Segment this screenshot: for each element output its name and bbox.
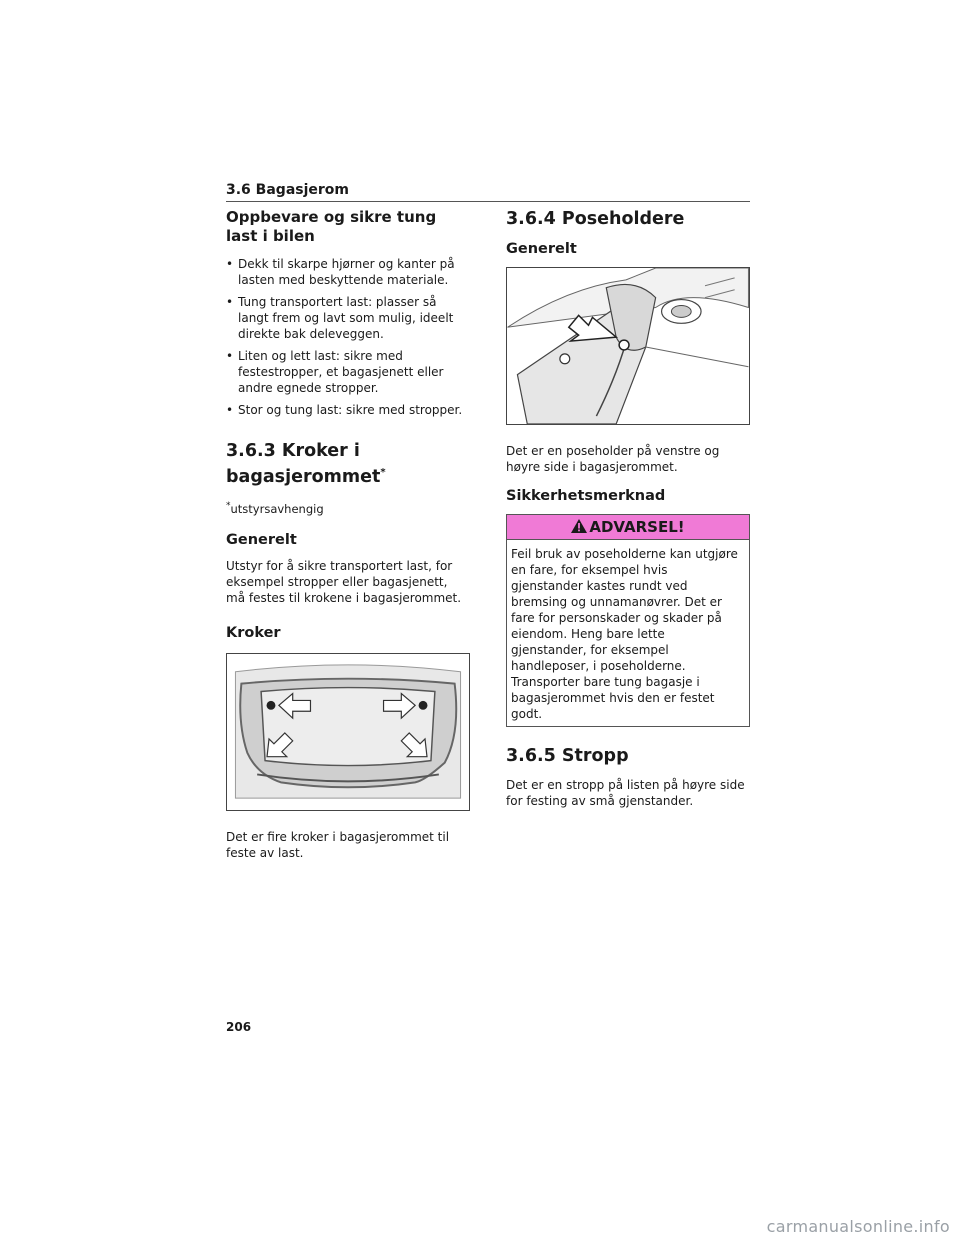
watermark-text: carmanualsonline.info (766, 1217, 950, 1236)
paragraph-bag-holders: Det er en poseholder på venstre og høyre side i bagasjerommet. (506, 444, 720, 474)
figure-trunk-hooks (226, 653, 470, 811)
warning-icon (571, 516, 587, 540)
section-header-title: 3.6 Bagasjerom (226, 182, 349, 198)
cargo-bullet-list (226, 256, 470, 418)
section-title-bag-holders: 3.6.4 Poseholdere (506, 209, 685, 229)
footnote (226, 498, 470, 517)
list-item: • Stor og tung last: sikre med stropper. (226, 402, 470, 418)
warning-header (507, 515, 749, 540)
section-title-hooks-text: 3.6.3 Kroker i bagasjerommet (226, 441, 381, 487)
trunk-hooks-illustration (227, 654, 469, 810)
page-number: 206 (226, 1020, 252, 1034)
footnote-text: utstyrsavhengig (230, 501, 324, 516)
section-header (226, 179, 750, 202)
footnote-asterisk: * (226, 500, 231, 511)
warning-box (506, 514, 750, 727)
section-title-strap: 3.6.5 Stropp (506, 746, 629, 766)
subheading-general: Generelt (506, 241, 577, 257)
paragraph-hooks-general: Utstyr for å sikre transportert last, for eksempel stropper eller bagasjenett, må festes til krokene i bagasjerommet. (226, 558, 462, 605)
paragraph-four-hooks: Det er fire kroker i bagasjerommet til feste av last. (226, 829, 450, 860)
list-item: • Liten og lett last: sikre med festestropper, et bagasjenett eller andre egnede stropper. (226, 348, 470, 396)
subheading-general: Generelt (226, 531, 297, 548)
warning-text: Feil bruk av poseholderne kan utgjøre en fare, for eksempel hvis gjenstander kastes rundt ved bremsing og unnamanøvrer. Det er fare for personskader og skader på eiendom. Heng bare lette gjenstander, for eksempel handleposer, i poseholderne. Transporter bare tung bagasje i bagasjerommet hvis den er festet godt. (511, 547, 738, 721)
bag-holder-hook (619, 340, 629, 350)
section-title-hooks (226, 440, 470, 488)
list-item: • Tung transportert last: plasser så langt frem og lavt som mulig, ideelt direkte bak deleveggen. (226, 294, 470, 342)
figure-bag-holder (506, 267, 750, 425)
right-column (506, 208, 750, 821)
hook-marker (419, 701, 428, 710)
hook-marker (267, 701, 276, 710)
equipment-asterisk: * (380, 467, 386, 478)
paragraph-strap: Det er en stropp på listen på høyre side for festing av små gjenstander. (506, 778, 745, 808)
heading-heavy-cargo: Oppbevare og sikre tung last i bilen (226, 208, 437, 245)
subheading-safety-note: Sikkerhetsmerknad (506, 488, 666, 504)
bag-holder-illustration (507, 268, 749, 424)
list-item: • Dekk til skarpe hjørner og kanter på lasten med beskyttende materiale. (226, 256, 470, 288)
left-column (226, 208, 470, 873)
warning-title: ADVARSEL! (589, 518, 685, 536)
subheading-hooks: Kroker (226, 624, 281, 641)
